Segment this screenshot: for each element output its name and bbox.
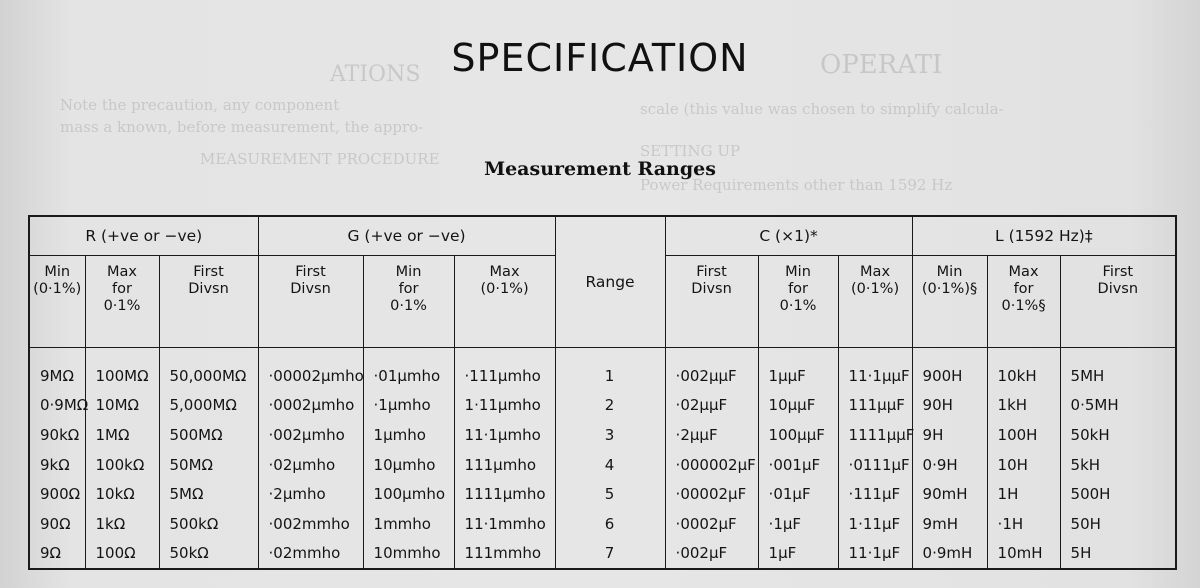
table-cell: 5MΩ [159, 479, 258, 509]
column-header: Min (0·1%) [29, 256, 85, 348]
range-cell: 2 [555, 391, 665, 421]
bleed-through-text: Note the precaution, any component [60, 96, 340, 114]
column-header: Max for 0·1%§ [987, 256, 1060, 348]
table-cell: ·111μmho [454, 348, 555, 391]
table-cell: ·0002μF [665, 509, 758, 539]
table-cell: ·0111μF [838, 450, 912, 480]
table-cell: 50MΩ [159, 450, 258, 480]
table-cell: 9H [912, 420, 987, 450]
bleed-through-text: SETTING UP [640, 142, 741, 160]
table-cell: 100H [987, 420, 1060, 450]
table-cell: 10kH [987, 348, 1060, 391]
table-cell: 111μμF [838, 391, 912, 421]
table-cell: 5,000MΩ [159, 391, 258, 421]
table-cell: ·02μμF [665, 391, 758, 421]
table-row [29, 391, 1176, 421]
column-header: First Divsn [258, 256, 363, 348]
table-cell: 1·11μmho [454, 391, 555, 421]
table-cell: ·2μmho [258, 479, 363, 509]
column-header: Max (0·1%) [838, 256, 912, 348]
table-row [29, 509, 1176, 539]
table-cell: ·02μmho [258, 450, 363, 480]
table-cell: ·111μF [838, 479, 912, 509]
r-group-header: R (+ve or −ve) [29, 216, 258, 256]
column-header: First Divsn [159, 256, 258, 348]
table-cell: 90H [912, 391, 987, 421]
table-row [29, 348, 1176, 391]
table-cell: 10kΩ [85, 479, 159, 509]
table-cell: 1μmho [363, 420, 454, 450]
table-cell: 90Ω [29, 509, 85, 539]
table-cell: ·1μF [758, 509, 838, 539]
table-cell: 9Ω [29, 539, 85, 570]
table-cell: 111mmho [454, 539, 555, 570]
table-row [29, 539, 1176, 570]
table-cell: 1mmho [363, 509, 454, 539]
table-cell: 1μμF [758, 348, 838, 391]
table-cell: 100Ω [85, 539, 159, 570]
table-cell: 900H [912, 348, 987, 391]
column-header: Max (0·1%) [454, 256, 555, 348]
table-cell: 1H [987, 479, 1060, 509]
table-cell: 1MΩ [85, 420, 159, 450]
table-cell: ·001μF [758, 450, 838, 480]
table-cell: 9MΩ [29, 348, 85, 391]
table-cell: 100kΩ [85, 450, 159, 480]
table-caption: Measurement Ranges [484, 158, 716, 180]
range-cell: 1 [555, 348, 665, 391]
table-cell: 500kΩ [159, 509, 258, 539]
bleed-through-text: mass a known, before measurement, the appro- [60, 118, 424, 136]
page-title: SPECIFICATION [451, 36, 749, 80]
table-cell: ·1H [987, 509, 1060, 539]
table-cell: ·0002μmho [258, 391, 363, 421]
table-cell: ·002μμF [665, 348, 758, 391]
table-cell: 11·1μF [838, 539, 912, 570]
table-cell: 0·9mH [912, 539, 987, 570]
table-cell: 50H [1060, 509, 1176, 539]
table-cell: 11·1μμF [838, 348, 912, 391]
table-cell: 111μmho [454, 450, 555, 480]
table-cell: ·2μμF [665, 420, 758, 450]
column-header: Min for 0·1% [363, 256, 454, 348]
table-cell: 0·9H [912, 450, 987, 480]
table-cell: ·002mmho [258, 509, 363, 539]
table-cell: ·002μmho [258, 420, 363, 450]
table-cell: 10μmho [363, 450, 454, 480]
range-cell: 4 [555, 450, 665, 480]
range-cell: 3 [555, 420, 665, 450]
bleed-through-text: OPERATI [820, 50, 943, 80]
table-cell: 1μF [758, 539, 838, 570]
table-row [29, 479, 1176, 509]
table-cell: 100μmho [363, 479, 454, 509]
column-header: Min (0·1%)§ [912, 256, 987, 348]
column-header: Min for 0·1% [758, 256, 838, 348]
table-cell: 5H [1060, 539, 1176, 570]
table-cell: 50kΩ [159, 539, 258, 570]
table-cell: ·00002μmho [258, 348, 363, 391]
group-header-row [29, 216, 1176, 256]
table-cell: 1111μμF [838, 420, 912, 450]
table-cell: ·02mmho [258, 539, 363, 570]
table-cell: ·1μmho [363, 391, 454, 421]
range-cell: 5 [555, 479, 665, 509]
table-cell: ·00002μF [665, 479, 758, 509]
table-row [29, 420, 1176, 450]
bleed-through-text: scale (this value was chosen to simplify calcula- [640, 100, 1004, 118]
table-cell: 5MH [1060, 348, 1176, 391]
table-cell: 50,000MΩ [159, 348, 258, 391]
table-cell: 10MΩ [85, 391, 159, 421]
table-cell: 500MΩ [159, 420, 258, 450]
table-cell: 1kH [987, 391, 1060, 421]
table-cell: 10mmho [363, 539, 454, 570]
table-cell: ·01μmho [363, 348, 454, 391]
column-header: First Divsn [665, 256, 758, 348]
table-cell: ·01μF [758, 479, 838, 509]
c-group-header: C (×1)* [665, 216, 912, 256]
table-body [29, 348, 1176, 570]
table-cell: ·000002μF [665, 450, 758, 480]
table-row [29, 450, 1176, 480]
table-cell: 500H [1060, 479, 1176, 509]
column-header: Max for 0·1% [85, 256, 159, 348]
table-cell: 9kΩ [29, 450, 85, 480]
bleed-through-text: MEASUREMENT PROCEDURE [200, 150, 440, 168]
bleed-through-text: Power Requirements other than 1592 Hz [640, 176, 953, 194]
table-cell: 50kH [1060, 420, 1176, 450]
table-cell: 10μμF [758, 391, 838, 421]
table-cell: 100MΩ [85, 348, 159, 391]
table-cell: 1kΩ [85, 509, 159, 539]
g-group-header: G (+ve or −ve) [258, 216, 555, 256]
table-cell: 5kH [1060, 450, 1176, 480]
table-cell: 100μμF [758, 420, 838, 450]
table-cell: ·002μF [665, 539, 758, 570]
measurement-ranges-table [28, 215, 1177, 570]
range-cell: 7 [555, 539, 665, 570]
table-cell: 10H [987, 450, 1060, 480]
table-cell: 1·11μF [838, 509, 912, 539]
table-cell: 0·9MΩ [29, 391, 85, 421]
table-cell: 90kΩ [29, 420, 85, 450]
table-cell: 0·5MH [1060, 391, 1176, 421]
table-cell: 1111μmho [454, 479, 555, 509]
table-cell: 11·1mmho [454, 509, 555, 539]
table-cell: 11·1μmho [454, 420, 555, 450]
range-header: Range [555, 216, 665, 348]
range-cell: 6 [555, 509, 665, 539]
column-header: First Divsn [1060, 256, 1176, 348]
l-group-header: L (1592 Hz)‡ [912, 216, 1176, 256]
bleed-through-text: ATIONS [330, 62, 421, 87]
table-cell: 9mH [912, 509, 987, 539]
table-cell: 900Ω [29, 479, 85, 509]
table-cell: 90mH [912, 479, 987, 509]
table-cell: 10mH [987, 539, 1060, 570]
